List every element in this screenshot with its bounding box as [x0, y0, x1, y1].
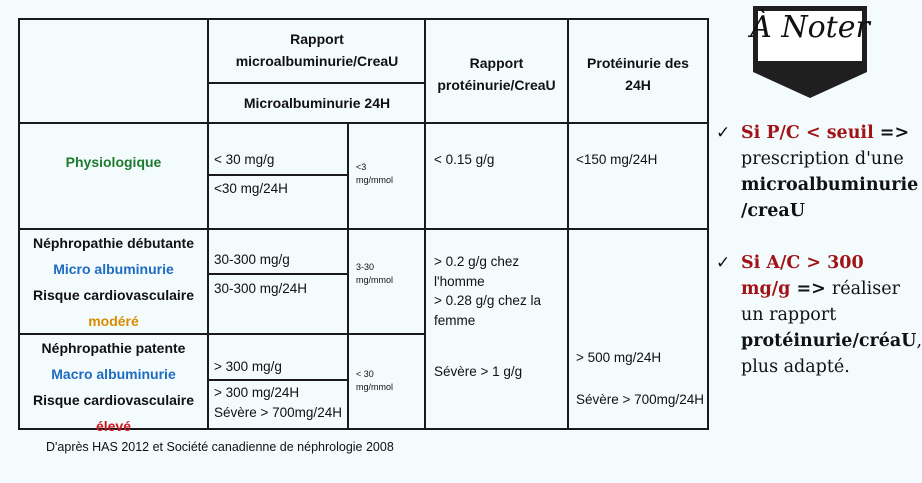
header-text: Rapport [290, 31, 344, 47]
prot-crea-severe: Sévère > 1 g/g [434, 363, 523, 379]
row-label-line: Néphropathie débutante [32, 235, 194, 251]
prot-24h-line [576, 379, 706, 391]
unit-text: mg/mmol [356, 175, 394, 185]
row-label-line: Micro albuminurie [53, 261, 174, 277]
header-text: microalbuminurie/CreaU [235, 53, 399, 69]
unit-col-divider [347, 124, 349, 430]
prot-crea-value-multi [434, 252, 564, 381]
cell-split [207, 174, 348, 176]
micro-24h-value: 30-300 mg/24H [214, 281, 308, 296]
header-prot-crea [426, 20, 567, 122]
row-label-line: Risque cardiovasculaire [32, 287, 195, 303]
checkmark-icon: ✓ [716, 253, 731, 273]
cell-split [207, 379, 348, 381]
micro-crea-value: > 300 mg/g [214, 359, 282, 374]
prot-crea-line: l'homme [434, 273, 485, 289]
micro-24h-severe: Sévère > 700mg/24H [214, 405, 342, 420]
cell-split [207, 273, 348, 275]
header-micro-24h [209, 84, 425, 122]
notes-panel [716, 120, 922, 380]
prot-crea-line [434, 330, 564, 350]
header-text: 24H [625, 77, 651, 93]
row-label-line: Néphropathie patente [41, 340, 186, 356]
prot-24h-line [576, 367, 706, 379]
row-label-line: Physiologique [65, 154, 162, 170]
row-label-nephropathie-patente [20, 335, 207, 439]
row-label-line: Macro albuminurie [51, 366, 176, 382]
unit-text: mg/mmol [356, 382, 394, 392]
unit-text: mg/mmol [356, 275, 394, 285]
micro-crea-value: 30-300 mg/g [214, 252, 290, 267]
row-label-line: élevé [95, 418, 132, 434]
micro-24h-value: > 300 mg/24H [214, 385, 300, 400]
reference-table [18, 18, 709, 434]
note-condition: Si A/C > 300 mg/g [741, 253, 864, 299]
prot-24h-value-multi [576, 349, 706, 409]
unit-value: 3-30 [356, 262, 375, 272]
header-micro-crea [209, 20, 425, 82]
row-label-physiologique [20, 149, 207, 175]
header-text: Protéinurie des [587, 55, 689, 71]
note-emphasis: protéinurie/créaU [741, 331, 917, 351]
source-footnote: D'après HAS 2012 et Société canadienne de néphrologie 2008 [46, 440, 394, 454]
note-arrow: => [790, 279, 832, 299]
note-item [716, 250, 922, 380]
unit-cell [356, 261, 393, 287]
prot-24h-value: <150 mg/24H [576, 152, 658, 167]
micro-24h-value: <30 mg/24H [214, 181, 288, 196]
header-text: protéinurie/CreaU [437, 77, 556, 93]
checkmark-icon: ✓ [716, 123, 731, 143]
prot-crea-line: > 0.28 g/g chez la [434, 293, 541, 308]
prot-24h-line: > 500 mg/24H [576, 350, 662, 365]
prot-crea-line: > 0.2 g/g chez [434, 254, 520, 269]
prot-crea-line [434, 350, 564, 362]
header-text: Rapport [469, 55, 524, 71]
prot-24h-severe: Sévère > 700mg/24H [576, 392, 704, 407]
prot-crea-line: femme [434, 312, 476, 328]
prot-crea-value: < 0.15 g/g [434, 152, 495, 167]
header-prot-24h [569, 20, 707, 122]
note-text: prescription d'une [741, 149, 904, 169]
unit-value: < 30 [356, 369, 374, 379]
note-emphasis: microalbuminurie /creaU [741, 175, 919, 221]
unit-cell [356, 161, 393, 187]
note-text: réaliser un rapport [741, 279, 900, 325]
row-label-line: Risque cardiovasculaire [32, 392, 195, 408]
note-condition: Si P/C < seuil [741, 123, 874, 143]
a-noter-badge [747, 2, 873, 102]
row-label-nephropathie-debutante [20, 230, 207, 334]
table-border-right [707, 18, 709, 430]
unit-value: <3 [356, 162, 367, 172]
note-text: , plus adapté. [741, 331, 922, 377]
header-text: Microalbuminurie 24H [243, 95, 391, 111]
unit-cell [356, 368, 393, 394]
row-label-line: modéré [88, 313, 139, 329]
badge-text: À Noter [750, 10, 870, 45]
note-item [716, 120, 919, 224]
micro-crea-value: < 30 mg/g [214, 152, 275, 167]
note-arrow: => [873, 123, 910, 143]
header-bottom [18, 122, 709, 124]
